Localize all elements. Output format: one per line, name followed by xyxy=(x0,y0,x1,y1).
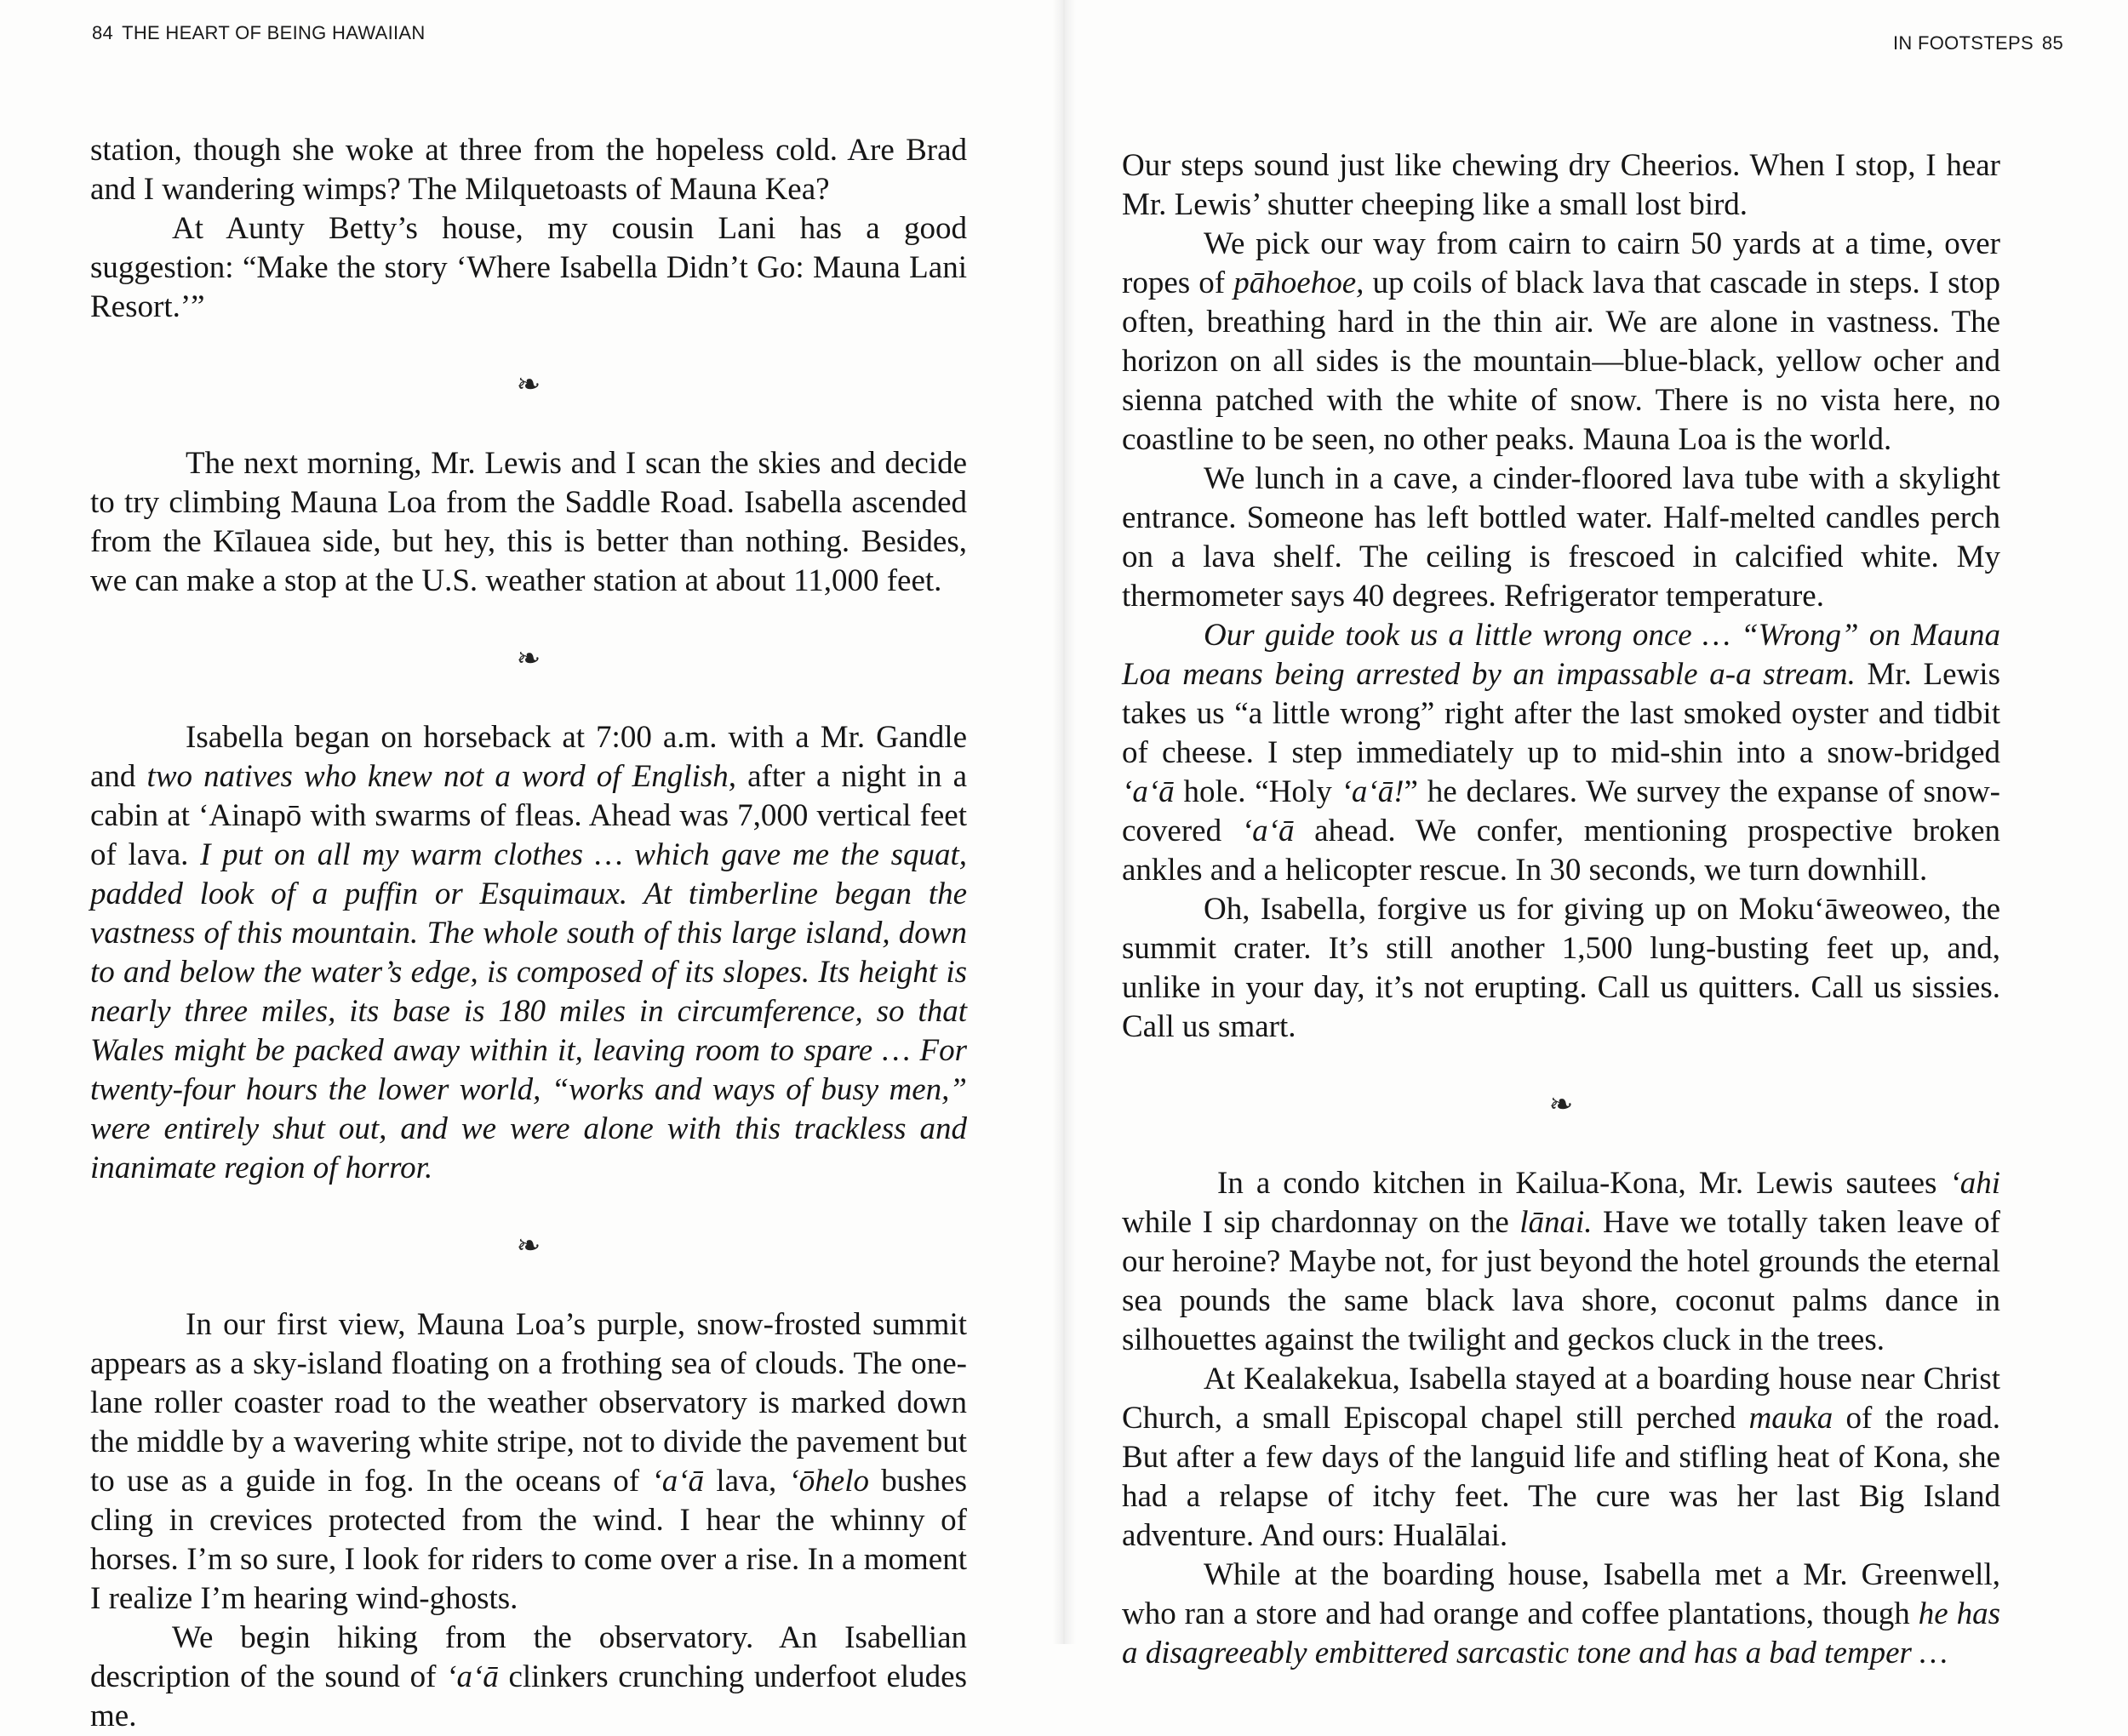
paragraph xyxy=(90,1305,967,1619)
paragraph: The next morning, Mr. Lewis and I scan the skies and decide to try climbing Mauna Loa from the Saddle Road. Isabella ascended from the Kīlauea side, but hey, this is better than nothing. Besides, we can make a stop at the U.S. weather station at about 11,000 feet. xyxy=(90,446,967,598)
paragraph: We lunch in a cave, a cinder-floored lava tube with a skylight entrance. Someone has left bottled water. Half-melted candles perch on a lava shelf. The ceiling is frescoed in calcified white. My thermometer says 40 degrees. Refrigerator temperature. xyxy=(1122,461,2000,614)
section-break-ornament: ❧ xyxy=(1548,1089,1574,1121)
paragraph xyxy=(90,718,967,1188)
text-run: after a night in a cabin at ‘Ainapō with swarms of fleas. Ahead was 7,000 vertical feet of lava. xyxy=(90,759,967,872)
text-run: ahead. We confer, mentioning prospective broken ankles and a helicopter rescue. In 30 seconds, we turn downhill. xyxy=(1122,814,2000,888)
text-run: hole. “Holy xyxy=(1174,774,1341,809)
right-page xyxy=(1064,0,2128,1670)
italic-run: ‘a‘ā xyxy=(1241,814,1295,848)
italic-run: ‘a‘ā xyxy=(651,1464,705,1499)
paragraph: Our steps sound just like chewing dry Cheerios. When I stop, I hear Mr. Lewis’ shutter cheeping like a small lost bird. xyxy=(1122,148,2000,222)
text-run: ” he declares. We survey the expanse of snow-covered xyxy=(1122,774,2000,848)
paragraph xyxy=(1122,225,2000,460)
page-number: 85 xyxy=(2041,32,2063,54)
italic-run: pāhoehoe, xyxy=(1233,266,1364,300)
italic-run: mauka xyxy=(1748,1401,1833,1436)
italic-run: ‘ahi xyxy=(1949,1166,2000,1201)
text-run: At Kealakekua, Isabella stayed at a boarding house near Christ Church, a small Episcopal chapel still perched xyxy=(1122,1362,2000,1436)
italic-run: ‘a‘ā! xyxy=(1341,774,1404,809)
text-run: Isabella began on horseback at 7:00 a.m. with a Mr. Gandle and xyxy=(90,720,967,794)
running-title: THE HEART OF BEING HAWAIIAN xyxy=(122,22,426,43)
right-text-column xyxy=(1122,146,2000,1673)
text-run: In our first view, Mauna Loa’s purple, snow-frosted summit appears as a sky-island floating on a frothing sea of clouds. The one-lane roller coaster road to the weather observatory is marked down the middle by a wavering white stripe, not to divide the pavement but to use as a guide in fog. In the oceans of xyxy=(90,1307,967,1499)
text-run: of the road. But after a few days of the languid life and stifling heat of Kona, she had a relapse of itchy feet. The cure was her last Big Island adventure. And ours: Hualālai. xyxy=(1122,1401,2000,1553)
italic-run: ‘a‘ā xyxy=(1122,774,1175,809)
quoted-excerpt: Our guide took us a little wrong once … “Wrong” on Mauna Loa means being arrested by an impassable a-a stream. xyxy=(1122,618,2000,692)
quoted-excerpt: I put on all my warm clothes … which gave me the squat, padded look of a puffin or Esquimaux. At timberline began the vastness of this mountain. The whole south of this large island, down to and below the water’s edge, is composed of its slopes. Its height is nearly three miles, its base is 180 miles in circumference, so that Wales might be packed away within it, leaving room to spare … For twenty-four hours the lower world, “works and ways of busy men,” were entirely shut out, and we were alone with this trackless and inanimate region of horror. xyxy=(90,837,967,1185)
paragraph xyxy=(1122,616,2000,890)
text-run: We pick our way from cairn to cairn 50 yards at a time, over ropes of xyxy=(1122,226,2000,300)
text-run: lava, xyxy=(704,1464,789,1499)
page-number: 84 xyxy=(92,22,114,43)
paragraph xyxy=(90,1619,967,1736)
section-break-ornament: ❧ xyxy=(516,369,541,401)
text-run: while I sip chardonnay on the xyxy=(1122,1205,1520,1240)
text-run: bushes cling in crevices protected from the wind. I hear the whinny of horses. I’m so sure, I look for riders to come over a rise. In a moment I realize I’m hearing wind-ghosts. xyxy=(90,1464,967,1616)
text-run: We begin hiking from the observatory. An Isabellian description of the sound of xyxy=(90,1620,967,1694)
running-header-left xyxy=(92,22,426,44)
running-header-right xyxy=(1893,32,2063,54)
text-run: up coils of black lava that cascade in steps. I stop often, breathing hard in the thin air. We are alone in vastness. The horizon on all sides is the mountain—blue-black, yellow ocher and sienna patched with the white of snow. There is no vista here, no coastline to be seen, no other peaks. Mauna Loa is the world. xyxy=(1122,266,2000,457)
italic-run: lānai. xyxy=(1519,1205,1593,1240)
left-page xyxy=(0,0,1064,1733)
text-run: Have we totally taken leave of our heroine? Maybe not, for just beyond the hotel grounds the eternal sea pounds the same black lava shore, coconut palms dance in silhouettes against the twilight and geckos cluck in the trees. xyxy=(1122,1205,2000,1357)
running-title: IN FOOTSTEPS xyxy=(1892,32,2034,54)
text-run: clinkers crunching underfoot eludes me. xyxy=(90,1659,967,1733)
italic-run: two natives who knew not a word of English, xyxy=(146,759,736,794)
paragraph: At Aunty Betty’s house, my cousin Lani has a good suggestion: “Make the story ‘Where Isabella Didn’t Go: Mauna Lani Resort.’” xyxy=(90,211,967,324)
section-break-ornament: ❧ xyxy=(516,643,541,675)
text-run: In a condo kitchen in Kailua-Kona, Mr. Lewis sautees xyxy=(1217,1166,1950,1201)
paragraph: station, though she woke at three from the hopeless cold. Are Brad and I wandering wimps? The Milquetoasts of Mauna Kea? xyxy=(90,133,967,207)
text-run: While at the boarding house, Isabella met a Mr. Greenwell, who ran a store and had orange and coffee plantations, though xyxy=(1122,1557,2000,1631)
left-text-column xyxy=(90,131,967,1736)
italic-run: ‘ōhelo xyxy=(788,1464,869,1499)
italic-run: ‘a‘ā xyxy=(446,1659,499,1694)
section-break-ornament: ❧ xyxy=(516,1231,541,1262)
paragraph xyxy=(1122,1360,2000,1556)
paragraph xyxy=(1122,1164,2000,1360)
text-run: Mr. Lewis takes us “a little wrong” right after the last smoked oyster and tidbit of cheese. I step immediately up to mid-shin into a snow-bridged xyxy=(1122,657,2000,770)
quoted-excerpt: he has a disagreeably embittered sarcastic tone and has a bad temper … xyxy=(1122,1596,2000,1670)
paragraph xyxy=(1122,1556,2000,1673)
paragraph: Oh, Isabella, forgive us for giving up on Moku‘āweoweo, the summit crater. It’s still another 1,500 lung-busting feet up, and, unlike in your day, it’s not erupting. Call us quitters. Call us sissies. Call us smart. xyxy=(1122,892,2000,1044)
